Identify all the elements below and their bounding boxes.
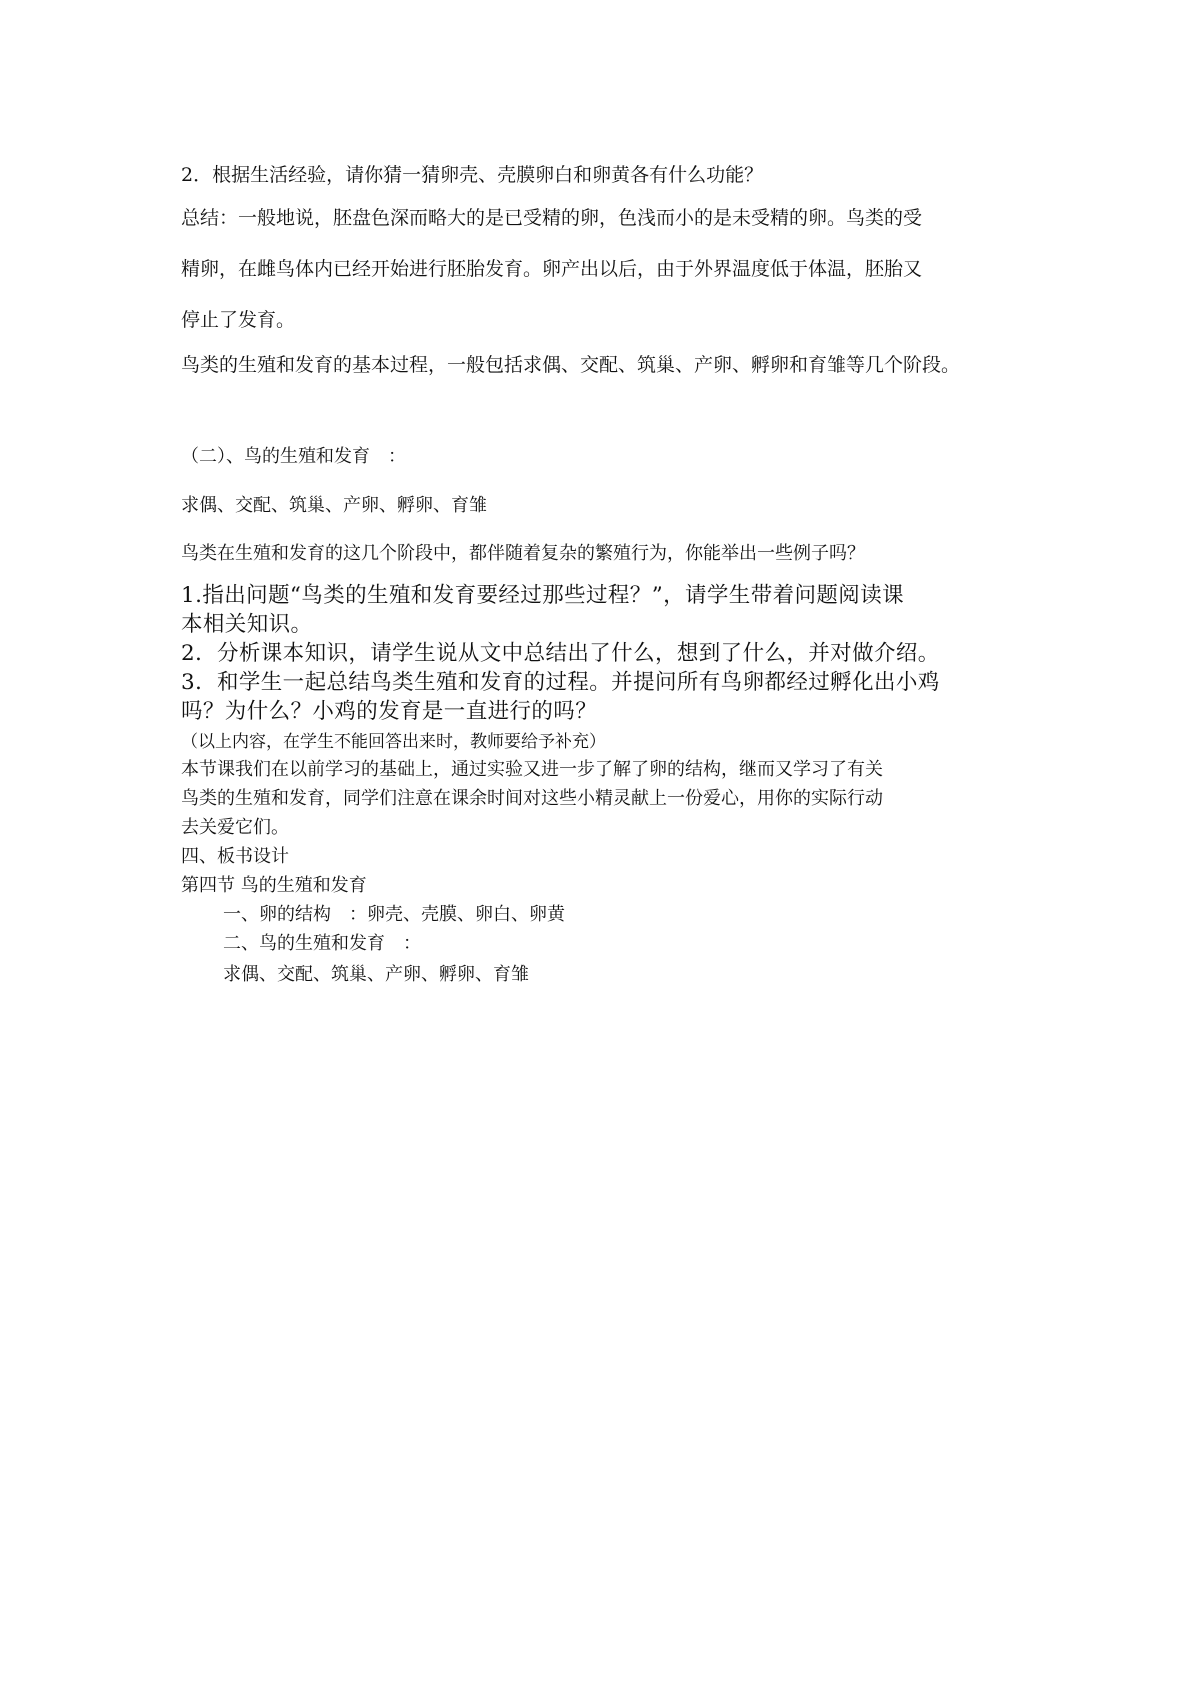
teaching-step: 吗？为什么？小鸡的发育是一直进行的吗？ xyxy=(181,699,598,724)
board-item: 一、卵的结构 ：卵壳、壳膜、卵白、卵黄 xyxy=(223,904,565,925)
teaching-step: 1.指出问题“鸟类的生殖和发育要经过那些过程？”，请学生带着问题阅读课 xyxy=(181,583,904,608)
summary-line: 总结：一般地说，胚盘色深而略大的是已受精的卵，色浅而小的是未受精的卵。鸟类的受 xyxy=(181,207,923,229)
stages-list: 求偶、交配、筑巢、产卵、孵卵、育雏 xyxy=(181,495,487,516)
board-title: 第四节 鸟的生殖和发育 xyxy=(181,875,367,896)
closing-line: 本节课我们在以前学习的基础上，通过实验又进一步了解了卵的结构，继而又学习了有关 xyxy=(181,759,883,780)
teacher-note: （以上内容，在学生不能回答出来时，教师要给予补充） xyxy=(181,732,606,752)
summary-line: 停止了发育。 xyxy=(181,309,296,331)
process-paragraph: 鸟类的生殖和发育的基本过程，一般包括求偶、交配、筑巢、产卵、孵卵和育雏等几个阶段。 xyxy=(181,354,961,376)
behavior-question: 鸟类在生殖和发育的这几个阶段中，都伴随着复杂的繁殖行为，你能举出一些例子吗？ xyxy=(181,543,865,564)
closing-line: 鸟类的生殖和发育，同学们注意在课余时间对这些小精灵献上一份爱心，用你的实际行动 xyxy=(181,788,883,809)
summary-line: 精卵，在雌鸟体内已经开始进行胚胎发育。卵产出以后，由于外界温度低于体温，胚胎又 xyxy=(181,258,923,280)
board-item: 求偶、交配、筑巢、产卵、孵卵、育雏 xyxy=(223,964,529,985)
section-2-title: （二）、鸟的生殖和发育 ： xyxy=(181,446,406,467)
teaching-step: 本相关知识。 xyxy=(181,612,313,637)
teaching-step: 2．分析课本知识，请学生说从文中总结出了什么，想到了什么，并对做介绍。 xyxy=(181,641,940,666)
board-item: 二、鸟的生殖和发育 ： xyxy=(223,933,421,954)
question-2: 2．根据生活经验，请你猜一猜卵壳、壳膜卵白和卵黄各有什么功能？ xyxy=(181,164,764,186)
closing-line: 去关爱它们。 xyxy=(181,817,289,838)
board-heading: 四、板书设计 xyxy=(181,846,289,867)
teaching-step: 3．和学生一起总结鸟类生殖和发育的过程。并提问所有鸟卵都经过孵化出小鸡 xyxy=(181,670,940,695)
